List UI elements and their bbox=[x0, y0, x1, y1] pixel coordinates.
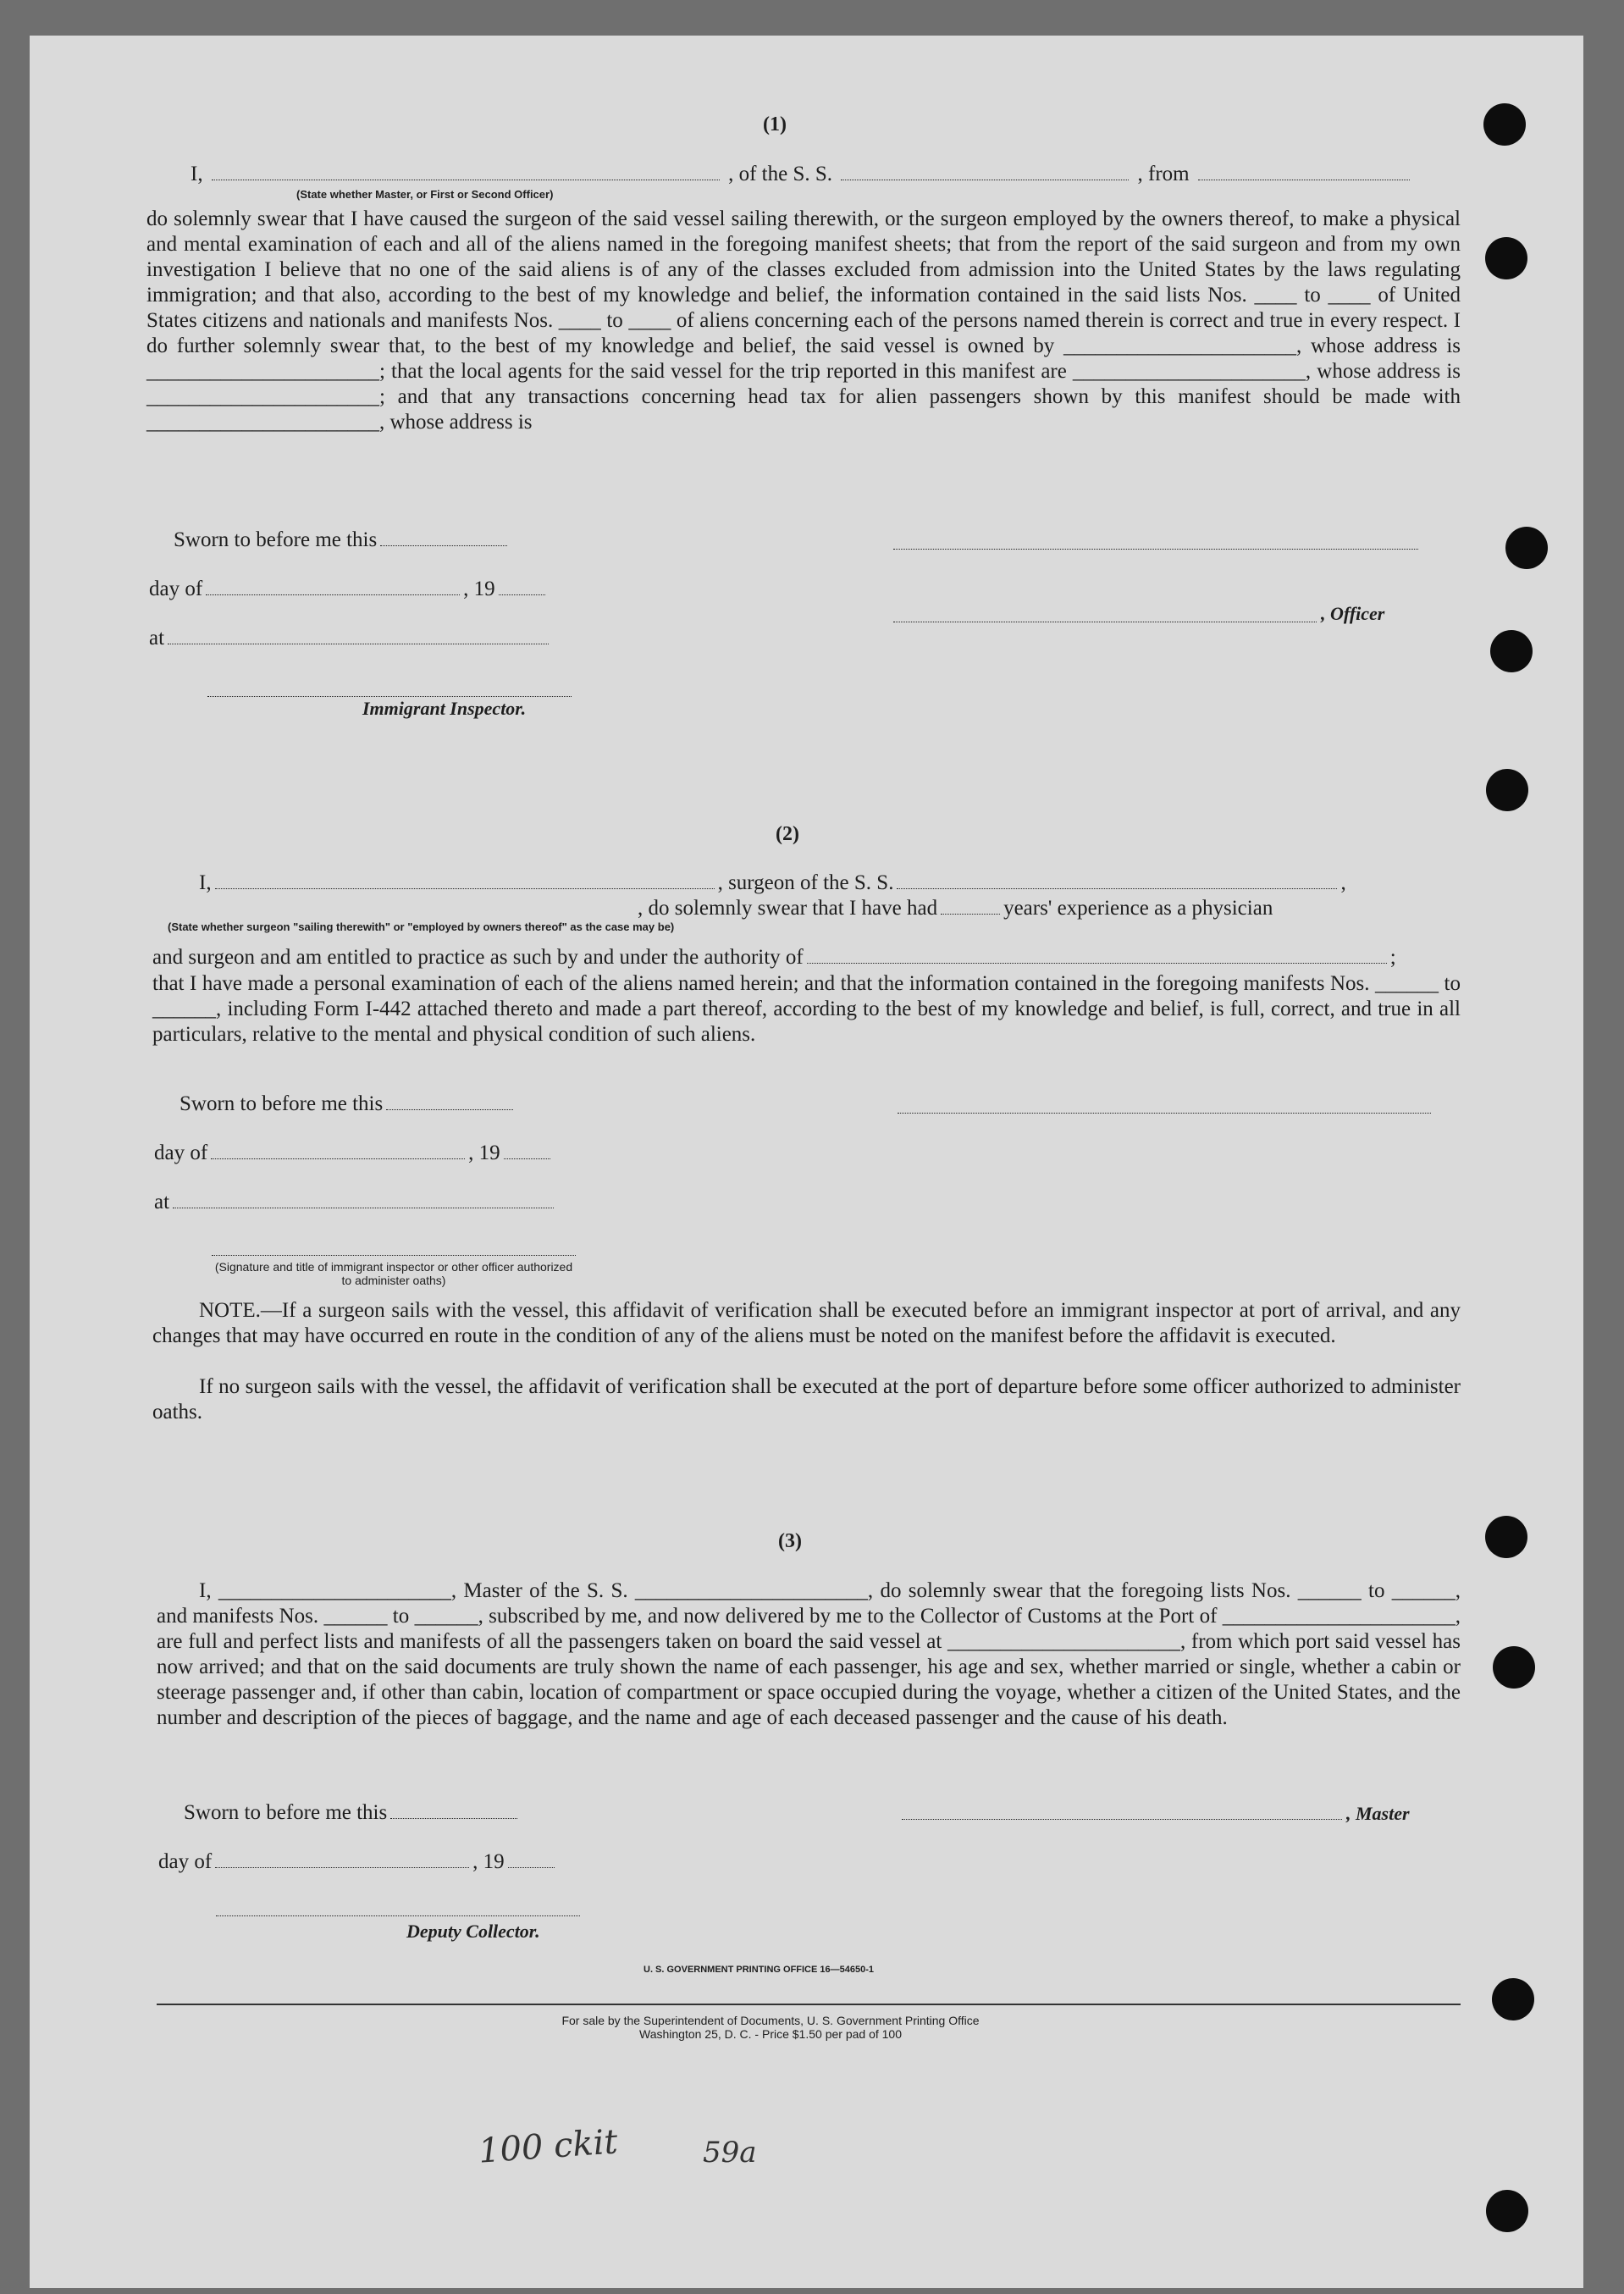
collector-signature-line[interactable] bbox=[216, 1915, 580, 1916]
immigrant-inspector-label: Immigrant Inspector. bbox=[362, 698, 527, 719]
master-field[interactable] bbox=[212, 164, 720, 180]
handwritten-number: 59a bbox=[703, 2136, 757, 2170]
s2-ship-field[interactable] bbox=[897, 873, 1337, 889]
s3-body: I, ______________________, Master of the S. S. ______________________, do solemnly swear that the foregoing lists Nos. ______ to ______, and manifests Nos. ______ to ______, subscribed by me, and now delivered by me to the Collector of Customs at the Port of ______________________, are full and perfect lists and manifests of all the passengers taken on board the said vessel at ______________________, from which port said vessel has now arrived; and that on the said documents are truly shown the name of each passenger, his age and sex, whether married or single, whether a cabin or steerage passenger and, if other than cabin, location of compartment or space occupied during the voyage, whether a citizen of the United States, and the number and description of the pieces of baggage, and the name and age of each deceased passenger and the cause of his death. bbox=[157, 1579, 1461, 1729]
handwritten-note: 100 ckit bbox=[477, 2122, 619, 2171]
s3-sworn-field[interactable] bbox=[390, 1803, 517, 1819]
s1-sworn-field[interactable] bbox=[380, 530, 507, 546]
s2-inspector-signature-line[interactable] bbox=[212, 1255, 576, 1256]
form-page bbox=[30, 36, 1583, 2288]
gpo-imprint: U. S. GOVERNMENT PRINTING OFFICE 16—54650-1 bbox=[644, 1965, 875, 1975]
s1-year-field[interactable] bbox=[499, 579, 545, 595]
officer-signature-line-1[interactable] bbox=[893, 549, 1418, 550]
footer-rule bbox=[157, 2004, 1461, 2005]
s2-line-1: I, , surgeon of the S. S. , bbox=[199, 871, 1346, 894]
s2-signature-note: (Signature and title of immigrant inspector or other officer authorized to administer oaths) bbox=[214, 1260, 573, 1287]
s2-line-2: , do solemnly swear that I have had years' experience as a physician bbox=[638, 897, 1273, 920]
punch-hole bbox=[1486, 769, 1528, 811]
officer-label: , Officer bbox=[1321, 603, 1385, 624]
s2-body: that I have made a personal examination of each of the aliens named herein; and that the information contained in the foregoing manifests Nos. ______ to ______, including Form I-442 attached thereto and made a part thereof, according to the best of my knowledge and belief, is full, correct, and true in all particulars, relative to the mental and physical condition of such aliens. bbox=[152, 972, 1461, 1046]
sale-line-1: For sale by the Superintendent of Documents, U. S. Government Printing Office bbox=[561, 2014, 980, 2027]
punch-hole bbox=[1485, 237, 1527, 279]
s1-day-of: day of , 19 bbox=[149, 578, 549, 601]
s2-authority: and surgeon and am entitled to practice as such by and under the authority of ; bbox=[152, 946, 1396, 969]
s2-day-field[interactable] bbox=[211, 1143, 465, 1159]
s2-years-field[interactable] bbox=[941, 898, 1000, 915]
s2-day-of: day of , 19 bbox=[154, 1141, 554, 1165]
s2-note-2: If no surgeon sails with the vessel, the affidavit of verification shall be executed at the port of departure before some officer authorized to administer oaths. bbox=[152, 1375, 1461, 1423]
from-port-field[interactable] bbox=[1198, 164, 1410, 180]
punch-hole bbox=[1505, 527, 1548, 569]
s3-day-of: day of , 19 bbox=[158, 1850, 558, 1874]
sale-line-2: Washington 25, D. C. - Price $1.50 per pad of 100 bbox=[639, 2027, 902, 2041]
s1-from: , from bbox=[1137, 163, 1190, 185]
section-3-number: (3) bbox=[778, 1530, 802, 1552]
master-signature-line[interactable] bbox=[902, 1819, 1342, 1820]
s3-day-field[interactable] bbox=[215, 1852, 469, 1868]
s2-sworn-field[interactable] bbox=[386, 1094, 513, 1110]
punch-hole bbox=[1485, 1516, 1527, 1558]
s2-surgeon-name-field[interactable] bbox=[215, 873, 715, 889]
punch-hole bbox=[1490, 630, 1533, 672]
s2-year-field[interactable] bbox=[504, 1143, 550, 1159]
s2-at: at bbox=[154, 1191, 557, 1214]
s3-sworn: Sworn to before me this bbox=[184, 1801, 521, 1825]
section-1-number: (1) bbox=[763, 113, 787, 135]
s1-at: at bbox=[149, 627, 552, 650]
s1-of-ss: , of the S. S. bbox=[728, 163, 833, 185]
punch-hole bbox=[1486, 2190, 1528, 2232]
s1-i: I, bbox=[191, 163, 203, 185]
s2-note: NOTE.—If a surgeon sails with the vessel, this affidavit of verification shall be executed before an immigrant inspector at port of arrival, and any changes that may have occurred en route in the condition of any of the aliens must be noted on the manifest before the affidavit is executed. bbox=[152, 1299, 1461, 1347]
s1-sworn: Sworn to before me this bbox=[174, 528, 511, 552]
s3-year-field[interactable] bbox=[508, 1852, 555, 1868]
s2-surgeon-signature-line[interactable] bbox=[898, 1113, 1431, 1114]
punch-hole bbox=[1492, 1978, 1534, 2020]
s2-at-field[interactable] bbox=[173, 1192, 554, 1208]
punch-hole bbox=[1483, 103, 1526, 146]
s2-authority-field[interactable] bbox=[807, 948, 1387, 964]
ship-name-field[interactable] bbox=[841, 164, 1129, 180]
inspector-signature-line[interactable] bbox=[207, 696, 572, 697]
s1-body: do solemnly swear that I have caused the surgeon of the said vessel sailing therewith, or the surgeon employed by the owners thereof, to make a physical and mental examination of each and all of the aliens named in the foregoing manifest sheets; that from the report of the said surgeon and from my own investigation I believe that no one of the said aliens is of any of the classes excluded from admission into the United States by the laws regulating immigration; and that also, according to the best of my knowledge and belief, the information contained in the said lists Nos. ____ to ____ of United States citizens and nationals and manifests Nos. ____ to ____ of aliens concerning each of the persons named therein is correct and true in every respect. I do further solemnly swear that, to the best of my knowledge and belief, the said vessel is owned by ______________________, whose address is ______________________; that the local agents for the said vessel for the trip reported in this manifest are ______________________, whose address is ______________________; and that any transactions concerning head tax for alien passengers shown by this manifest should be made with ______________________, whose address is bbox=[146, 207, 1461, 434]
deputy-collector-label: Deputy Collector. bbox=[406, 1921, 540, 1942]
s2-surgeon-note: (State whether surgeon "sailing therewith" or "employed by owners thereof" as the case may be) bbox=[168, 920, 675, 933]
s1-at-field[interactable] bbox=[168, 628, 549, 644]
punch-hole bbox=[1493, 1646, 1535, 1689]
section-2-number: (2) bbox=[776, 823, 799, 845]
master-label: , Master bbox=[1346, 1803, 1410, 1824]
s1-line-1 bbox=[191, 163, 1413, 186]
s2-sworn: Sworn to before me this bbox=[180, 1092, 516, 1116]
master-note: (State whether Master, or First or Second Officer) bbox=[296, 188, 554, 201]
s1-day-field[interactable] bbox=[206, 579, 460, 595]
